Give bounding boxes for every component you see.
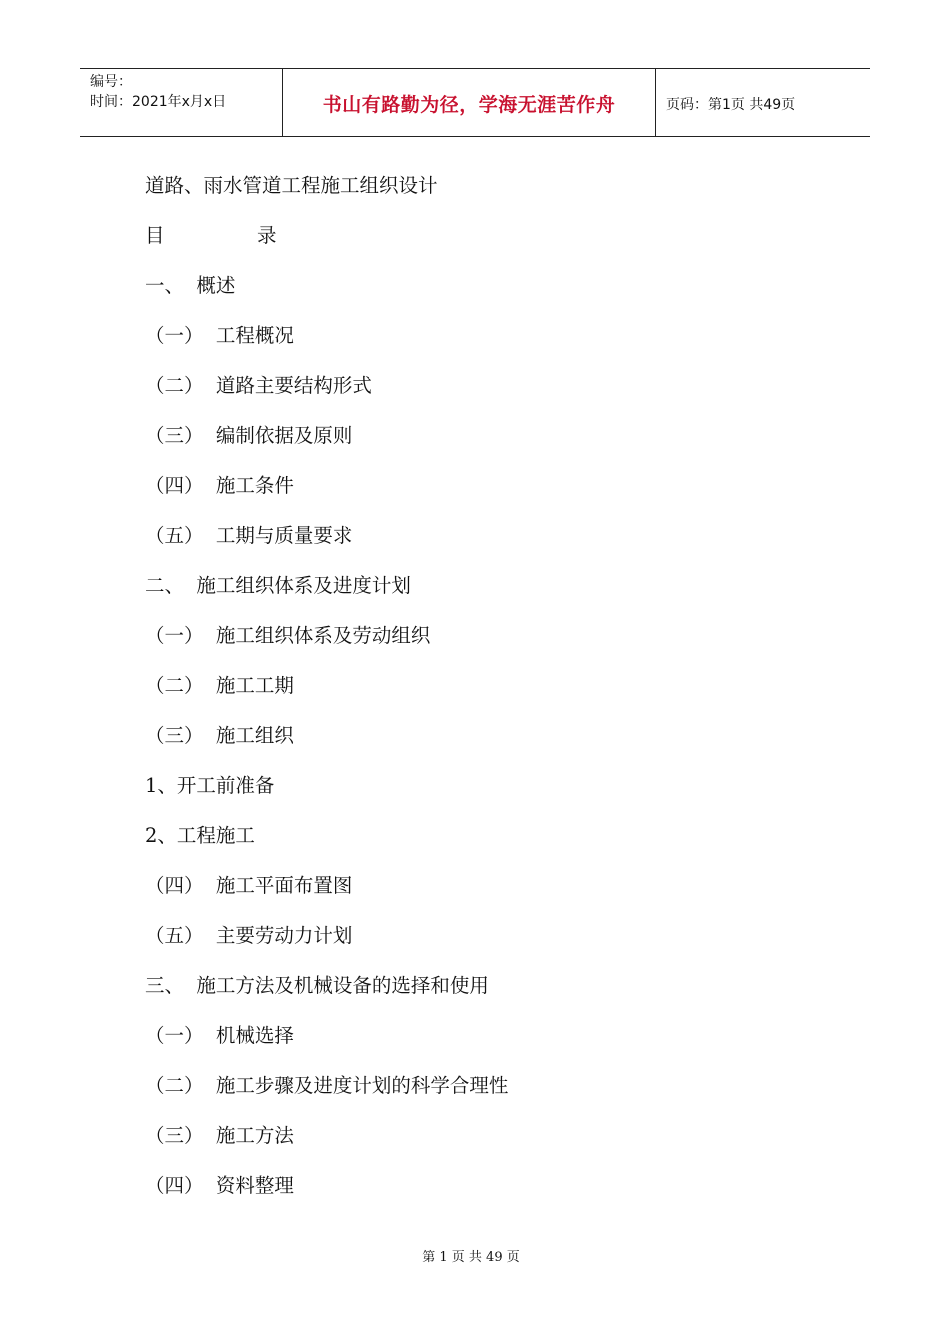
header-motto-cell	[283, 69, 656, 136]
toc-entry: （一） 机械选择	[145, 1024, 294, 1047]
doc-number-label: 编号：	[90, 74, 132, 90]
toc-entry: （二） 道路主要结构形式	[145, 374, 372, 397]
toc-entry: （二） 施工工期	[145, 674, 294, 697]
toc-heading-left: 目	[145, 224, 165, 247]
toc-entry: （四） 资料整理	[145, 1174, 294, 1197]
toc-entry: （一） 施工组织体系及劳动组织	[145, 624, 431, 647]
toc-heading-right: 录	[257, 224, 277, 247]
toc-entry: 三、 施工方法及机械设备的选择和使用	[145, 974, 489, 997]
toc-entry: 一、 概述	[145, 274, 236, 297]
toc-entry: 1、开工前准备	[145, 774, 275, 797]
header-page-cell	[656, 69, 870, 136]
toc-entry: 2、工程施工	[145, 824, 255, 847]
toc-entry: （四） 施工条件	[145, 474, 294, 497]
toc-entry: （五） 主要劳动力计划	[145, 924, 353, 947]
toc-entry: （三） 施工方法	[145, 1124, 294, 1147]
toc-entry: （三） 施工组织	[145, 724, 294, 747]
toc-entry: （三） 编制依据及原则	[145, 424, 353, 447]
doc-time-label: 时间：2021年x月x日	[90, 94, 227, 110]
header-page-info: 页码：第1页 共49页	[666, 97, 796, 113]
toc-entry: （二） 施工步骤及进度计划的科学合理性	[145, 1074, 509, 1097]
document-title: 道路、雨水管道工程施工组织设计	[145, 174, 438, 197]
page-header	[80, 68, 870, 137]
page-footer	[0, 1246, 950, 1265]
toc-entry: （四） 施工平面布置图	[145, 874, 353, 897]
header-motto: 书山有路勤为径，学海无涯苦作舟	[322, 94, 616, 116]
toc-entry: （五） 工期与质量要求	[145, 524, 353, 547]
header-left-cell	[80, 69, 283, 136]
footer-page-number: 第 1 页 共 49 页	[422, 1250, 520, 1265]
toc-heading	[145, 220, 277, 248]
toc-entry: （一） 工程概况	[145, 324, 294, 347]
toc-entry: 二、 施工组织体系及进度计划	[145, 574, 411, 597]
